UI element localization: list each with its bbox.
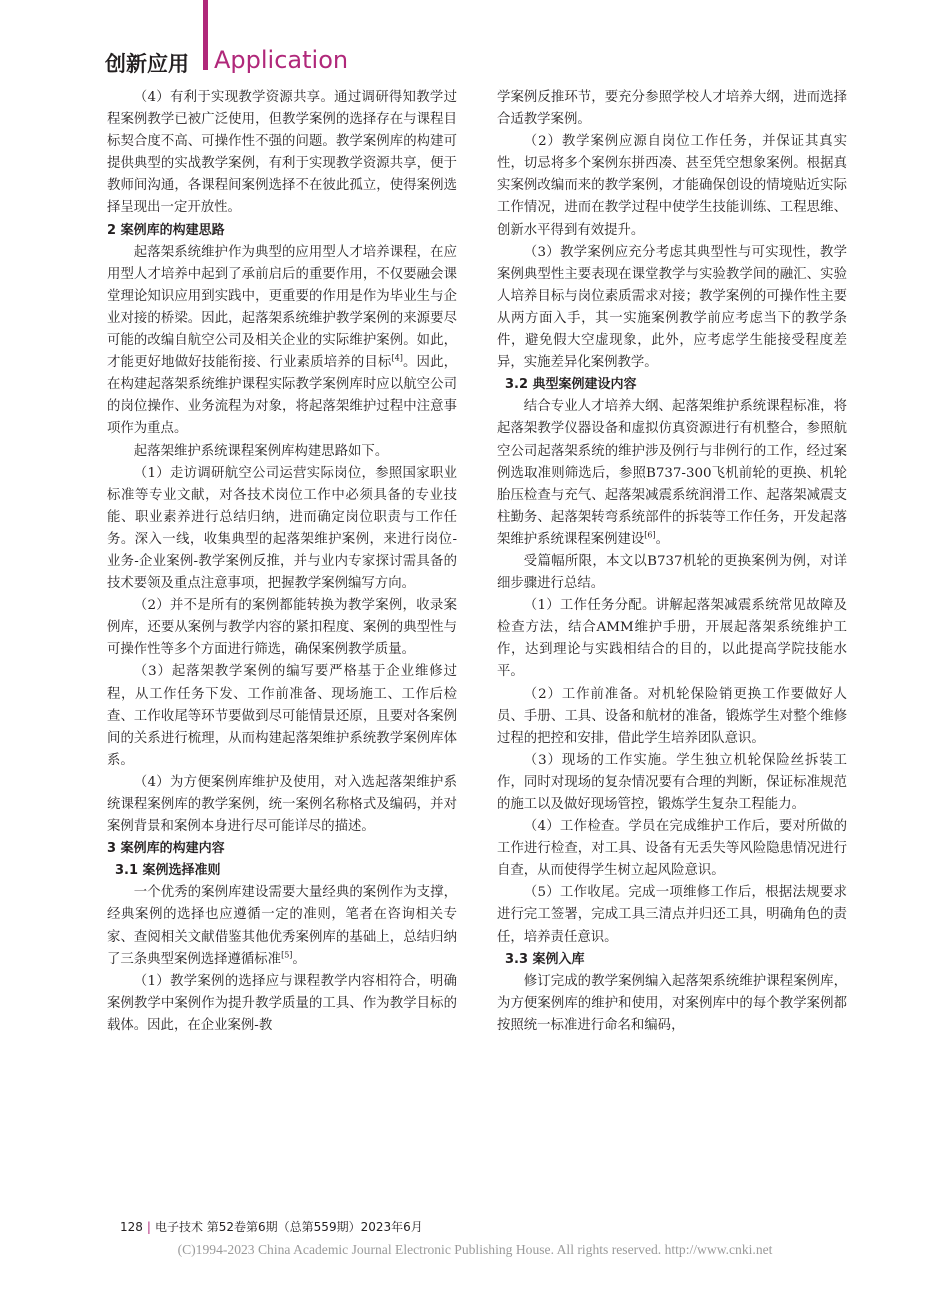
paragraph: （4）工作检查。学员在完成维护工作后，要对所做的工作进行检查，对工具、设备有无丢失等风险隐患情况进行自查，从而使得学生树立起风险意识。: [497, 819, 847, 879]
paragraph: [497, 396, 847, 551]
citation-ref: [4]: [391, 353, 403, 363]
section-heading: 2 案例库的构建思路: [107, 222, 225, 238]
section-title-en: Application: [214, 46, 349, 74]
paragraph: （5）工作收尾。完成一项维修工作后，根据法规要求进行完工签署，完成工具三清点并归还工具，明确角色的责任，培养责任意识。: [497, 885, 847, 945]
left-column: [107, 87, 457, 1037]
subsection-heading: 3.2 典型案例建设内容: [505, 377, 637, 393]
paragraph-text: 一个优秀的案例库建设需要大量经典的案例作为支撑，经典案例的选择也应遵循一定的准则，笔者在咨询相关专家、查阅相关文献借鉴其他优秀案例库的基础上，总结归纳了三条典型案例选择遵循标准: [107, 885, 457, 967]
citation-ref: [6]: [644, 530, 656, 540]
paragraph: 起落架维护系统课程案例库构建思路如下。: [133, 443, 389, 459]
paragraph: 受篇幅所限，本文以B737机轮的更换案例为例，对详细步骤进行总结。: [497, 553, 847, 592]
footer-divider: |: [146, 1220, 151, 1234]
paragraph: （4）为方便案例库维护及使用，对入选起落架维护系统课程案例库的教学案例，统一案例名称格式及编码，并对案例背景和案例本身进行尽可能详尽的描述。: [107, 774, 457, 835]
paragraph: （4）有利于实现教学资源共享。通过调研得知教学过程案例教学已被广泛使用，但教学案例的选择存在与课程目标契合度不高、可操作性不强的问题。教学案例库的构建可提供典型的实战教学案例，有利于实现教学资源共享，便于教师间沟通，各课程间案例选择不在彼此孤立，使得案例选择呈现出一定开放性。: [107, 90, 457, 216]
paragraph: （1）走访调研航空公司运营实际岗位，参照国家职业标准等专业文献，对各技术岗位工作中必须具备的专业技能、职业素养进行总结归纳，进而确定岗位职责与工作任务。深入一线，收集典型的起落架维护案例，来进行岗位-业务-企业案例-教学案例反推，并与业内专家探讨需具备的技术要领及重点注意事项，把握教学案例编写方向。: [107, 465, 457, 592]
section-title-cn: 创新应用: [105, 52, 189, 76]
copyright-notice: (C)1994-2023 China Academic Journal Electronic Publishing House. All rights reserved. http://www.cnki.net: [177, 1242, 773, 1257]
paragraph: [107, 242, 457, 441]
paragraph-text: 。因此，在构建起落架系统维护课程实际教学案例库时应以航空公司的岗位操作、业务流程为对象，将起落架维护过程中注意事项作为重点。: [107, 355, 458, 437]
subsection-heading: 3.3 案例入库: [505, 951, 585, 967]
paragraph-text: 。: [655, 531, 670, 547]
page-footer: [120, 1218, 423, 1235]
paragraph: （1）教学案例的选择应与课程教学内容相符合，明确案例教学中案例作为提升教学质量的工具、作为教学目标的载体。因此，在企业案例-教: [107, 973, 457, 1033]
paragraph: 修订完成的教学案例编入起落架系统维护课程案例库，为方便案例库的维护和使用，对案例库中的每个教学案例都按照统一标准进行命名和编码，: [497, 973, 847, 1033]
paragraph-text: 。: [292, 951, 306, 967]
accent-bar: [203, 0, 208, 70]
paragraph: （3）教学案例应充分考虑其典型性与可实现性，教学案例典型性主要表现在课堂教学与实验教学间的融汇、实验人培养目标与岗位素质需求对接；教学案例的可操作性主要从两方面入手，其一实施案例教学前应考虑当下的教学条件，避免假大空虚现象，此外，应考虑学生能接受程度差异，实施差异化案例教学。: [497, 244, 847, 371]
paragraph: 学案例反推环节，要充分参照学校人才培养大纲，进而选择合适教学案例。: [497, 90, 847, 128]
paragraph: （3）起落架教学案例的编写要严格基于企业维修过程，从工作任务下发、工作前准备、现场施工、工作后检查、工作收尾等环节要做到尽可能情景还原，且要对各案例间的关系进行梳理，从而构建起落架维护系统教学案例库体系。: [107, 664, 457, 768]
page-number: 128: [120, 1220, 143, 1234]
paragraph-text: 起落架系统维护作为典型的应用型人才培养课程，在应用型人才培养中起到了承前启后的重要作用，不仅要融会课堂理论知识应用到实践中，更重要的作用是作为毕业生与企业对接的桥梁。因此，起落架系统维护教学案例的来源要尽可能的改编自航空公司及相关企业的实际维护案例。如此，才能更好地做好技能衔接、行业素质培养的目标: [107, 244, 457, 371]
journal-info: 电子技术 第52卷第6期（总第559期）2023年6月: [154, 1220, 423, 1234]
paragraph: [107, 882, 457, 970]
paragraph: （1）工作任务分配。讲解起落架减震系统常见故障及检查方法，结合AMM维护手册，开展起落架系统维护工作，达到理论与实践相结合的目的，以此提高学院技能水平。: [497, 598, 847, 680]
paragraph: （3）现场的工作实施。学生独立机轮保险丝拆装工作，同时对现场的复杂情况要有合理的判断，保证标准规范的施工以及做好现场管控，锻炼学生复杂工程能力。: [497, 752, 847, 812]
paragraph: （2）工作前准备。对机轮保险销更换工作要做好人员、手册、工具、设备和航材的准备，锻炼学生对整个维修过程的把控和安排，借此学生培养团队意识。: [497, 686, 847, 746]
citation-ref: [5]: [281, 950, 293, 960]
paragraph: （2）并不是所有的案例都能转换为教学案例，收录案例库，还要从案例与教学内容的紧扣程度、案例的典型性与可操作性等多个方面进行筛选，确保案例教学质量。: [107, 598, 457, 658]
paragraph: （2）教学案例应源自岗位工作任务，并保证其真实性，切忌将多个案例东拼西凑、甚至凭空想象案例。根据真实案例改编而来的教学案例，才能确保创设的情境贴近实际工作情况，进而在教学过程中使学生技能训练、工程思维、创新水平得到有效提升。: [497, 134, 847, 238]
subsection-heading: 3.1 案例选择准则: [115, 863, 221, 879]
section-heading: 3 案例库的构建内容: [107, 841, 225, 857]
paragraph-text: 结合专业人才培养大纲、起落架维护系统课程标准，将起落架教学仪器设备和虚拟仿真资源进行有机整合，参照航空公司起落架系统的维护涉及例行与非例行的工作，经过案例选取准则筛选后，参照B737-300飞机前轮的更换、机轮胎压检查与充气、起落架减震系统润滑工作、起落架减震支柱勤务、起落架转弯系统部件的拆装等工作任务，开发起落架维护系统课程案例建设: [497, 399, 847, 547]
right-column: [497, 87, 847, 1037]
